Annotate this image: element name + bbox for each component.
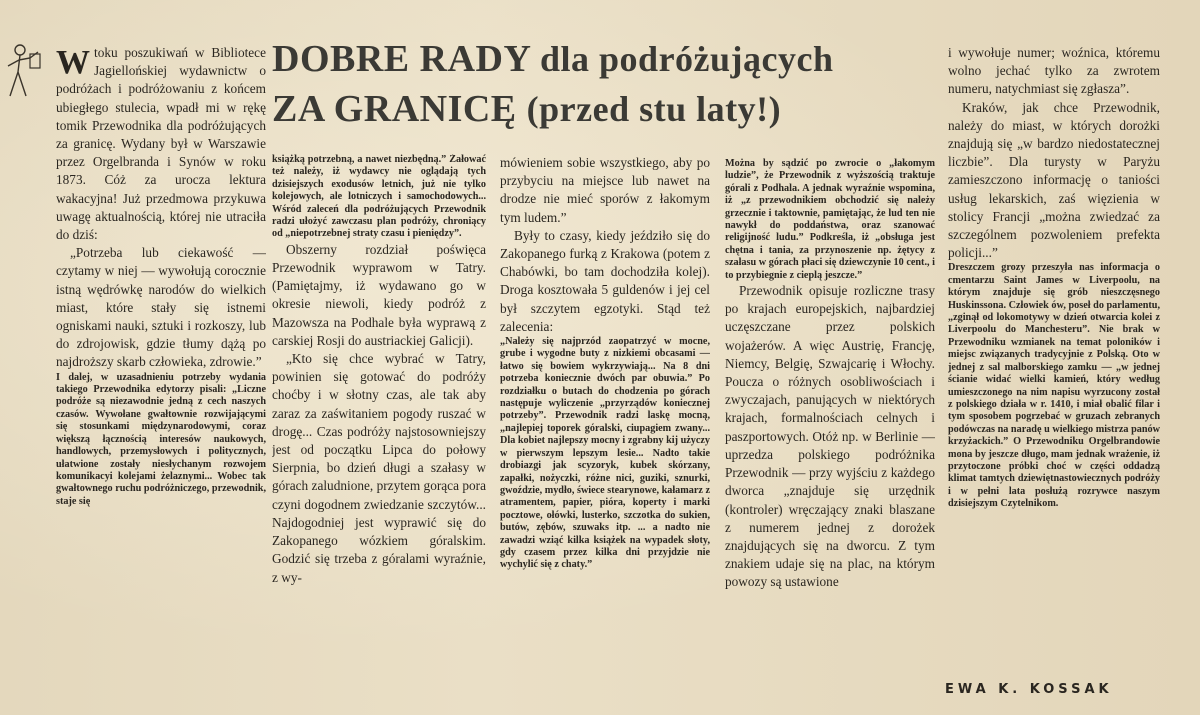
- col5-main-text-2: Kraków, jak chce Przewodnik, należy do miast, w których dorożki znajdują się „w bardzo niedostatecznej liczbie”. Dla turysty w Paryżu zamieszczono informację o taniości usług lekarskich, zaś więzienia w stolicy Francji „można zwiedzać za szczególnem pozwoleniem prefekta policji...”: [948, 99, 1160, 261]
- column-3: [500, 154, 710, 715]
- col4-main-text: Przewodnik opisuje rozliczne trasy po krajach europejskich, najbardziej uczęszczane przez polskich wojażerów. A więc Austrię, Francję, Niemcy, Belgię, Szwajcarię i Włochy. Poucza o różnych osobliwościach i zwyczajach, panujących w niektórych krajach, formalnościach celnych i paszportowych. Otóż np. w Berlinie — uprzedza polskiego podróżnika Przewodnik — przy wyjściu z każdego dworca „znajduje się urzędnik (kontroler) wręczający znaki blaszane z numerem jednej z dorożek znajdujących się na dworcu. Z tym znakiem udaje się na plac, na którym powozy są ustawione: [725, 283, 935, 590]
- article-headline: [272, 38, 942, 130]
- col3-small-text: „Należy się najprzód zaopatrzyć w mocne, grube i wygodne buty z nizkiemi obcasami — łatwo się bowiem wykrzywiają... Na 8 dni potrzeba koniecznie dwóch par obuwia.” Po rozdziałku o butach do chodzenia po górach następuje wyliczenie „przyrządów koniecznej potrzeby”. Przewodnik radzi laskę mocną, „najlepiej toporek góralski, ciupagiem zwany... Dla kobiet najlepszy mocny i zgrabny kij użyczy w pierwszym lepszym lesie... Nadto takie drobiazgi jak scyzoryk, kubek skórzany, zapałki, nożyczki, różne nici, guziki, sznurki, gwoździe, mydło, świece stearynowe, kałamarz z atramentem, papier, pióra, koperty i marki pocztowe, ołówki, lusterko, szczotka do sukien, butów, zębów, szuwaks itp. ... a nadto nie zawadzi wziąć kilka książek na wypadek słoty, gdy czasem przez kilka dni przyjdzie nie wychylić się z chaty.”: [500, 336, 710, 571]
- column-4: [725, 158, 935, 715]
- col2-main-text: Obszerny rozdział poświęca Przewodnik wyprawom w Tatry. (Pamiętajmy, iż wydawano go w okresie niewoli, kiedy podróż z Mazowsza na Podhale była wyprawą z carskiej Rosji do austriackiej Galicji).: [272, 241, 486, 348]
- author-byline: EWA K. KOSSAK: [945, 682, 1113, 697]
- col5-main-text: i wywołuje numer; woźnica, któremu wolno jechać tylko za zwrotem numeru, natychmiast się zgłasza”.: [948, 45, 1160, 97]
- column-5: [948, 44, 1160, 678]
- headline-line-2: ZA GRANICĘ (przed stu laty!): [272, 88, 782, 130]
- col3-main-text-2: Były to czasy, kiedy jeździło się do Zakopanego furką z Krakowa (potem z Chabówki, bo tam dochodziła kolej). Droga kosztowała 5 guldenów i jej cel był szczytem egzotyki. Stąd też zalecenia:: [500, 227, 710, 334]
- col5-small-text: Dreszczem grozy przeszyła nas informacja o cmentarzu Saint James w Liverpoolu, na którym znajduje się grób nieszczęsnego Huskinssona. Człowiek ów, poseł do parlamentu, „zginął od lokomotywy w dzień otwarcia kolei z Liverpoolu do Manchesteru”. Nie brak w Przewodniku wzmianek na temat poloników i miejsc związanych tradycyjnie z Polską. Oto w jednej z sal malborskiego zamku — „w jednej ścianie widać wielki kamień, który według umieszczonego na nim napisu wyrzucony został z polskiego działa w r. 1410, i miał obalić filar i tym sposobem pogrzebać w gruzach zebranych podówczas na naradę u wielkiego mistrza panów krzyżackich.” O Przewodniku Orgelbrandowie mona by jeszcze długo, mam jednak wrażenie, iż przytoczone próbki choć w części oddadzą klimat tamtych dziewiętnastowiecznych podróży i w pełni lata posłużą rozrywce naszym dzisiejszym Czytelnikom.: [948, 262, 1160, 510]
- drop-cap: W: [56, 44, 90, 81]
- col1-quote: „Potrzeba lub ciekawość — czytamy w niej — wywołują corocznie istną wędrówkę narodów do wielkich miast, które stały się istnemi ogniskami nauki, sztuki i rozkoszy, lub do zdrojowisk, gdzie tłumy dążą po najdroższy skarb człowieka, zdrowie.”: [56, 245, 266, 370]
- headline-line-1: DOBRE RADY dla podróżujących: [272, 38, 834, 80]
- col2-main-text-2: „Kto się chce wybrać w Tatry, powinien się gotować do podróży choćby i w słotny czas, ale tak aby zaraz za zaświtaniem pogody ruszać w drogę... Czas podróży najstosowniejszy jest od początku Lipca do połowy Sierpnia, bo dzień długi a szałasy w górach zaludnione, przytem gorąca pora czyni dogodnem zwiedzanie szczytów... Najdogodniej jest wyprawić się do Zakopanego wózkiem góralskim. Godzić się trzeba z góralami wyraźnie, z wy-: [272, 351, 486, 585]
- traveler-figure-icon: [0, 40, 46, 100]
- col3-main-text: mówieniem sobie wszystkiego, aby po przybyciu na miejsce lub nawet na drodze nie mieć sporów z łakomym tym ludem.”: [500, 155, 710, 225]
- col1-small-text: I dalej, w uzasadnieniu potrzeby wydania takiego Przewodnika edytorzy pisali: „Liczne podróże są niezawodnie jedną z cech naszych czasów. Wywołane gwałtownie rozwijającymi się stosunkami międzynarodowymi, coraz większą łącznością interesów naukowych, handlowych, przemysłowych i politycznych, ułatwione zostały niesłychanym rozwojem komunikacyi kolejami żelaznymi... Wobec tak gwałtownego ruchu podróżniczego, przewodnik, staje się: [56, 371, 266, 507]
- column-1: [56, 44, 266, 715]
- col4-small-text: Można by sądzić po zwrocie o „łakomym ludzie”, że Przewodnik z wyższością traktuje górali z Podhala. A jednak wyraźnie wspomina, iż „z przewodnikiem obchodzić się należy grzecznie i taktownie, pamiętając, że lud ten nie nawykł do poddaństwa, oraz szanować religijność ludu.” Podkreśla, iż „obsługa jest chętna i tania, za przynoszenie np. żętycy z szałasu w górach płaci się dziewczynie 10 cent., i to przybiegnie z cieplą jeszcze.”: [725, 158, 935, 281]
- col2-small-text: książką potrzebną, a nawet niezbędną.” Żałować też należy, iż wydawcy nie oglądają tych dzisiejszych exodusów letnich, już nie tylko kolejowych, ale lotniczych i samochodowych... Wśród zaleceń dla podróżujących Przewodnik radzi ułożyć zawczasu plan podróży, chroniący od „niepotrzebnej straty czasu i pieniędzy”.: [272, 154, 486, 240]
- column-2: [272, 154, 486, 715]
- col1-main-text: toku poszukiwań w Bibliotece Jagiellońskiej wydawnictw o podróżach i podróżowaniu z końcem ubiegłego stulecia, wpadł mi w rękę tomik Przewodnika dla podróżujących za granicę. Wydany był w Warszawie przez Orgelbranda i Synów w roku 1873. Cóż za urocza lektura wakacyjna! Już przedmowa przykuwa uwagę aktualnością, której nie utraciła do dziś:: [56, 45, 266, 243]
